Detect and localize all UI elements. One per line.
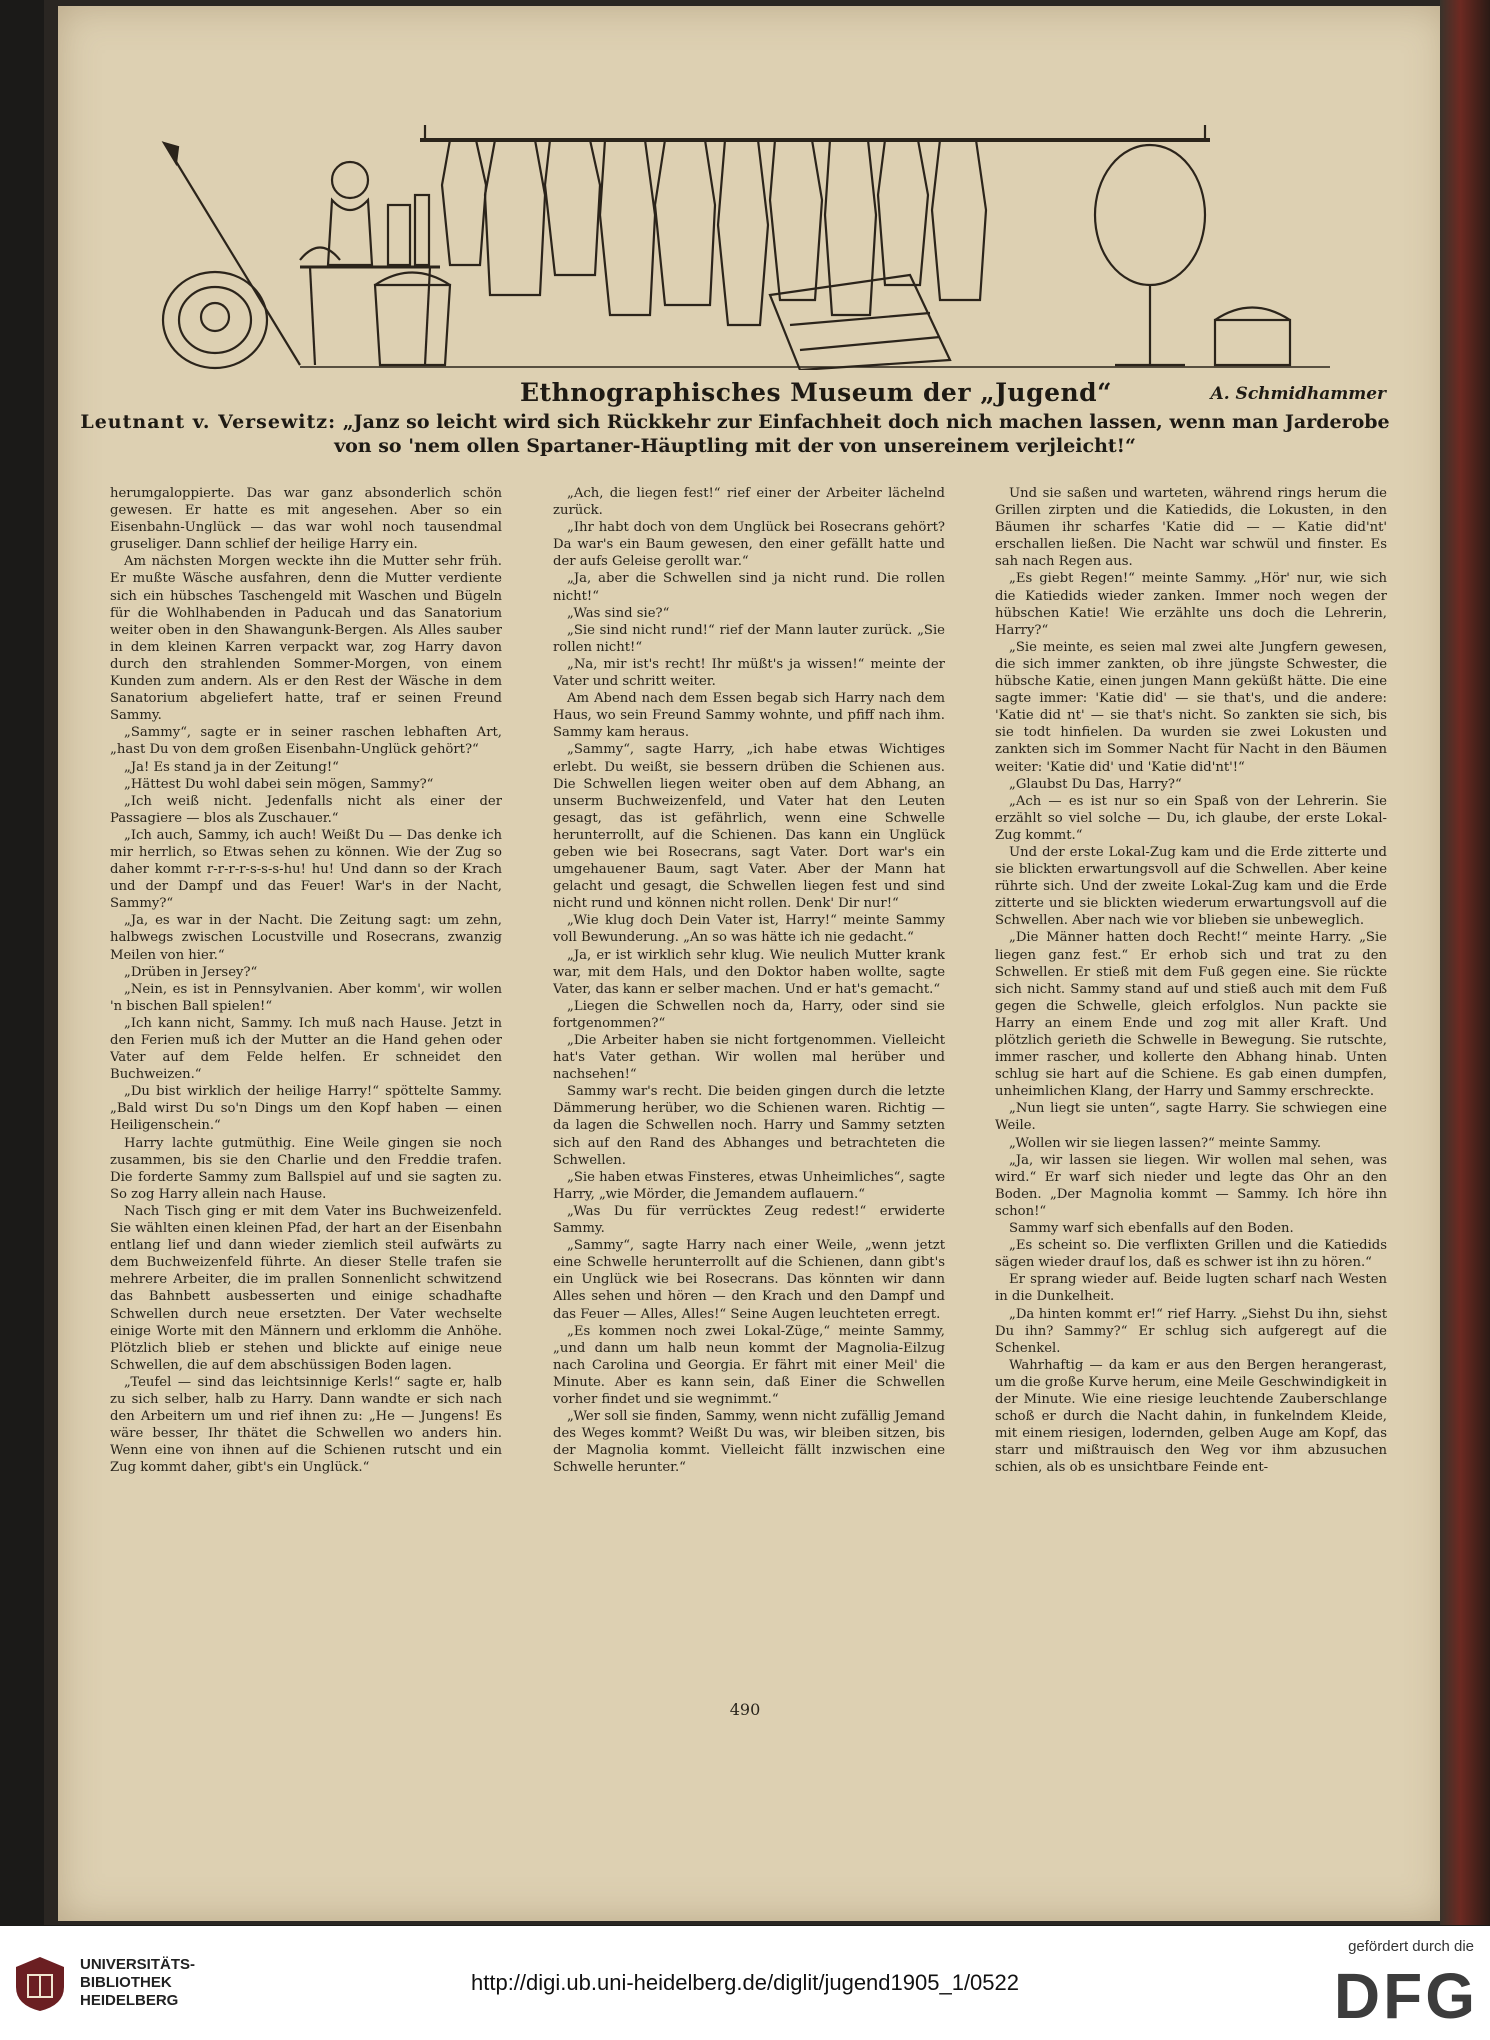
paragraph: „Du bist wirklich der heilige Harry!“ spöttelte Sammy. „Bald wirst Du so'n Dings um den Kopf haben — einen Heiligenschein.“	[110, 1084, 502, 1134]
caption-quote-line2: von so 'nem ollen Spartaner-Häuptling mit der von unsereinem verjleicht!“	[334, 435, 1136, 457]
paragraph: „Na, mir ist's recht! Ihr müßt's ja wissen!“ meinte der Vater und schritt weiter.	[553, 656, 945, 690]
paragraph: „Ja, es war in der Nacht. Die Zeitung sagt: um zehn, halbwegs zwischen Locustville und Rosecrans, zwanzig Meilen von hier.“	[110, 913, 502, 963]
paragraph: „Wollen wir sie liegen lassen?“ meinte Sammy.	[1009, 1135, 1322, 1151]
paragraph: „Es kommen noch zwei Lokal-Züge,“ meinte Sammy, „und dann um halb neun kommt der Magnolia-Eilzug nach Carolina und Georgia. Er fährt mit einer Meil' die Minute. Aber es kann sein, daß Einer die Schwellen vorher findet und sie wegnimmt.“	[553, 1323, 945, 1407]
paragraph: „Nein, es ist in Pennsylvanien. Aber komm', wir wollen 'n bischen Ball spielen!“	[110, 981, 502, 1014]
paragraph: „Da hinten kommt er!“ rief Harry. „Siehst Du ihn, siehst Du ihn? Sammy?“ Er schlug sich aufgeregt auf die Schenkel.	[995, 1306, 1387, 1356]
paragraph: „Ach, die liegen fest!“ rief einer der Arbeiter lächelnd zurück.	[553, 486, 945, 519]
museum-illustration	[150, 125, 1330, 370]
cartoon-title: Ethnographisches Museum der „Jugend“	[520, 378, 1113, 407]
paragraph: „Ich kann nicht, Sammy. Ich muß nach Hause. Jetzt in den Ferien muß ich der Mutter an die Hand gehen oder Vater auf dem Felde helfen. Er schneidet den Buchweizen.“	[110, 1015, 502, 1083]
paragraph: „Es giebt Regen!“ meinte Sammy. „Hör' nur, wie sich die Katiedids wieder zanken. Immer noch wegen der hübschen Katie! Wie erzählte uns doch die Lehrerin, Harry?“	[995, 571, 1387, 638]
paragraph: Am nächsten Morgen weckte ihn die Mutter sehr früh. Er mußte Wäsche ausfahren, denn die Mutter verdiente sich ein hübsches Taschengeld mit Waschen und Bügeln für die Wohlhabenden in Paducah und das Sanatorium weiter oben in den Shawangunk-Bergen. Als Alles sauber in dem kleinen Karren verpackt war, zog Harry davon durch den strahlenden Sommer-Morgen, von einem Kunden zum andern. Als er den Rest der Wäsche in dem Sanatorium abgeliefert hatte, traf er seinen Freund Sammy.	[110, 554, 502, 724]
paragraph: „Glaubst Du Das, Harry?“	[1009, 776, 1182, 792]
paragraph: „Ja, wir lassen sie liegen. Wir wollen mal sehen, was wird.“ Er warf sich nieder und legte das Ohr an den Boden. „Der Magnolia kommt — Sammy. Ich höre ihn schon!“	[995, 1152, 1387, 1219]
text-column-3	[995, 485, 1387, 1710]
paragraph: Nach Tisch ging er mit dem Vater ins Buchweizenfeld. Sie wählten einen kleinen Pfad, der hart an der Eisenbahn entlang lief und dann wieder ziemlich steil aufwärts zu dem Buchweizenfeld führte. An dieser Stelle trafen sie mehrere Arbeiter, die im prallen Sonnenlicht schwitzend das Bahnbett ausbesserten und einige schadhafte Schwellen durch neue ersetzten. Der Vater wechselte einige Worte mit den Männern und erklomm die Anhöhe. Plötzlich blieb er stehen und blickte auf einige neue Schwellen, die auf dem abschüssigen Boden lagen.	[110, 1203, 502, 1373]
text-column-2	[553, 485, 945, 1710]
paragraph: „Es scheint so. Die verflixten Grillen und die Katiedids sägen wieder drauf los, daß es schwer ist ihn zu hören.“	[995, 1238, 1387, 1271]
source-url-link[interactable]: http://digi.ub.uni-heidelberg.de/diglit/jugend1905_1/0522	[471, 1970, 1019, 1995]
funding-caption: gefördert durch die	[1348, 1938, 1474, 1955]
paragraph: „Ach — es ist nur so ein Spaß von der Lehrerin. Sie erzählt so viel solche — Du, ich glaube, der erste Lokal-Zug kommt.“	[995, 793, 1387, 843]
paragraph: Sammy war's recht. Die beiden gingen durch die letzte Dämmerung herüber, wo die Schienen waren. Richtig — da lagen die Schwellen noch. Harry und Sammy setzten sich auf den Rand des Abhanges und betrachteten die Schwellen.	[553, 1084, 945, 1168]
paragraph: „Ja! Es stand ja in der Zeitung!“	[124, 759, 339, 775]
paragraph: „Nun liegt sie unten“, sagte Harry. Sie schwiegen eine Weile.	[995, 1101, 1387, 1134]
paragraph: „Hättest Du wohl dabei sein mögen, Sammy?“	[124, 776, 434, 792]
paragraph: „Ja, aber die Schwellen sind ja nicht rund. Die rollen nicht!“	[553, 571, 945, 604]
paragraph: „Sie haben etwas Finsteres, etwas Unheimliches“, sagte Harry, „wie Mörder, die Jemandem auflauern.“	[553, 1169, 945, 1202]
cartoon-headline	[100, 378, 1390, 408]
paragraph: „Drüben in Jersey?“	[124, 964, 258, 980]
page-number: 490	[729, 1700, 761, 1719]
paragraph: „Ich auch, Sammy, ich auch! Weißt Du — Das denke ich mir herrlich, so Etwas sehen zu können. Wie der Zug so daher kommt r-r-r-r-s-s-s-hu! hu! Und dann so der Krach und der Dampf und das Feuer! War's in der Nacht, Sammy?“	[110, 827, 502, 912]
paragraph: „Sammy“, sagte Harry, „ich habe etwas Wichtiges erlebt. Du weißt, sie bessern drüben die Schienen aus. Die Schwellen liegen weiter oben auf dem Abhang, an unserm Buchweizenfeld, und Vater hat den Leuten gesagt, das ist gefährlich, wenn eine Schwelle herunterrollt, auf die Schienen. Das kann ein Unglück geben wie bei Rosecrans, sagt Vater. Dort war's ein umgehauener Baum, sagt Vater. Aber der Mann hat gelacht und gesagt, die Schwellen liegen fest und sind nicht rund und können nicht rollen. Denk' Dir nur!“	[553, 742, 945, 912]
paragraph: herumgaloppierte. Das war ganz absonderlich schön gewesen. Er hatte es mit angesehen. Aber so ein Eisenbahn-Unglück — das war wohl noch tausendmal gruseliger. Dann schlief der heilige Harry ein.	[110, 486, 502, 553]
paragraph: „Ihr habt doch von dem Unglück bei Rosecrans gehört? Da war's ein Baum gewesen, den einer gefällt hatte und der aufs Geleise gerollt war.“	[553, 520, 945, 570]
caption-speaker: Leutnant v. Versewitz:	[80, 411, 337, 433]
paragraph: Harry lachte gutmüthig. Eine Weile gingen sie noch zusammen, bis sie den Charlie und den Freddie trafen. Die forderte Sammy zum Ballspiel auf und sie sagten zu. So zog Harry allein nach Hause.	[110, 1135, 502, 1202]
paragraph: „Sammy“, sagte er in seiner raschen lebhaften Art, „hast Du von dem großen Eisenbahn-Unglück gehört?“	[110, 725, 502, 758]
paragraph: „Sie meinte, es seien mal zwei alte Jungfern gewesen, die sich immer zankten, ob ihre jüngste Schwester, die hübsche Katie, einen jungen Mann geküßt hätte. Die eine sagte immer: 'Katie did' — sie that's, und die andere: 'Katie did nt' — sie that's nicht. So zankten sie sich, bis sie todt hinfielen. Da wurden sie zwei Lokusten und zankten sich im Sommer Nacht für Nacht in den Bäumen weiter: 'Katie did' und 'Katie did'nt'!“	[995, 639, 1387, 775]
paragraph: „Was sind sie?“	[567, 605, 670, 621]
book-gutter	[1440, 0, 1490, 1925]
paragraph: „Sie sind nicht rund!“ rief der Mann lauter zurück. „Sie rollen nicht!“	[553, 622, 945, 655]
paragraph: „Die Männer hatten doch Recht!“ meinte Harry. „Sie liegen ganz fest.“ Er erhob sich und trat zu den Schwellen. Er stieß mit dem Fuß gegen eine. Sie rückte sich nicht. Sammy stand auf und stieß auch mit dem Fuß gegen die Schwelle, gleich erfolglos. Nun packte sie Harry an einem Ende und zog mit aller Kraft. Und plötzlich gerieth die Schwelle in Bewegung. Sie rutschte, immer rascher, und kollerte den Abhang hinab. Unten schlug sie hart auf die Schiene. Es gab einen dumpfen, unheimlichen Klang, der Harry und Sammy erschreckte.	[995, 930, 1387, 1100]
paragraph: Und sie saßen und warteten, während rings herum die Grillen zirpten und die Katiedids, die Lokusten, in den Bäumen ihr scharfes 'Katie did — — Katie did'nt' erschallen ließen. Die Nacht war schwül und finster. Es sah nach Regen aus.	[995, 486, 1387, 570]
paragraph: „Liegen die Schwellen noch da, Harry, oder sind sie fortgenommen?“	[553, 998, 945, 1031]
artist-signature: A. Schmidhammer	[1210, 384, 1386, 404]
paragraph: Und der erste Lokal-Zug kam und die Erde zitterte und sie blickten erwartungsvoll auf die Schwellen. Aber keine rührte sich. Und der zweite Lokal-Zug kam und die Erde zitterte und sie blickten wiederum erwartungsvoll auf die Schwellen. Aber nach wie vor blieben sie unbeweglich.	[995, 844, 1387, 929]
paragraph: „Sammy“, sagte Harry nach einer Weile, „wenn jetzt eine Schwelle herunterrollt auf die Schienen, dann gibt's ein Unglück wie bei Rosecrans. Das könnten wir dann Alles sehen und hören — den Krach und den Dampf und das Feuer — Alles, Alles!“ Seine Augen leuchteten erregt.	[553, 1238, 945, 1322]
caption-quote-line1: „Janz so leicht wird sich Rückkehr zur Einfachheit doch nich machen lassen, wenn man Jarderobe	[342, 411, 1390, 433]
viewer-footer	[0, 1926, 1490, 2040]
paragraph: Am Abend nach dem Essen begab sich Harry nach dem Haus, wo sein Freund Sammy wohnte, und pfiff nach ihm. Sammy kam heraus.	[553, 691, 945, 741]
paragraph: „Wer soll sie finden, Sammy, wenn nicht zufällig Jemand des Weges kommt? Weißt Du was, wir bleiben sitzen, bis der Magnolia kommt. Vielleicht fällt inzwischen eine Schwelle herunter.“	[553, 1409, 945, 1476]
paragraph: Sammy warf sich ebenfalls auf den Boden.	[1009, 1221, 1294, 1237]
paragraph: „Was Du für verrücktes Zeug redest!“ erwiderte Sammy.	[553, 1203, 945, 1237]
text-column-1	[110, 485, 502, 1710]
paragraph: „Ich weiß nicht. Jedenfalls nicht als einer der Passagiere — blos als Zuschauer.“	[110, 793, 502, 826]
university-name: UNIVERSITÄTS- BIBLIOTHEK HEIDELBERG	[80, 1956, 196, 2009]
cartoon-caption	[80, 410, 1390, 458]
paragraph: Er sprang wieder auf. Beide lugten scharf nach Westen in die Dunkelheit.	[995, 1272, 1387, 1305]
paragraph: „Wie klug doch Dein Vater ist, Harry!“ meinte Sammy voll Bewunderung. „An so was hätte ich nie gedacht.“	[553, 913, 945, 946]
paragraph: „Teufel — sind das leichtsinnige Kerls!“ sagte er, halb zu sich selber, halb zu Harry. Dann wandte er sich nach den Arbeitern um und rief ihnen zu: „He — Jungens! Es wäre besser, Ihr thätet die Schwellen wo anders hin. Wenn eine von ihnen auf die Schienen rutscht und ein Zug kommt daher, gibt's ein Unglück.“	[110, 1374, 502, 1476]
paragraph: Wahrhaftig — da kam er aus den Bergen herangerast, um die große Kurve herum, eine Meile Geschwindigkeit in der Minute. Wie eine riesige leuchtende Zauberschlange schoß er durch die Nacht dahin, in funkelndem Kleide, mit einem riesigen, lodernden, gelben Auge am Kopf, das starr und mißtrauisch den Weg vor ihm abzusuchen schien, als ob es unsichtbare Feinde ent-	[995, 1357, 1387, 1476]
dfg-logo: DFG	[1333, 1960, 1478, 2032]
paragraph: „Die Arbeiter haben sie nicht fortgenommen. Vielleicht hat's Vater gethan. Wir wollen mal herüber und nachsehen!“	[553, 1033, 945, 1083]
paragraph: „Ja, er ist wirklich sehr klug. Wie neulich Mutter krank war, mit dem Hals, und den Doktor haben wollte, sagte Vater, das kann er selber machen. Und er hat's gemacht.“	[553, 947, 945, 997]
